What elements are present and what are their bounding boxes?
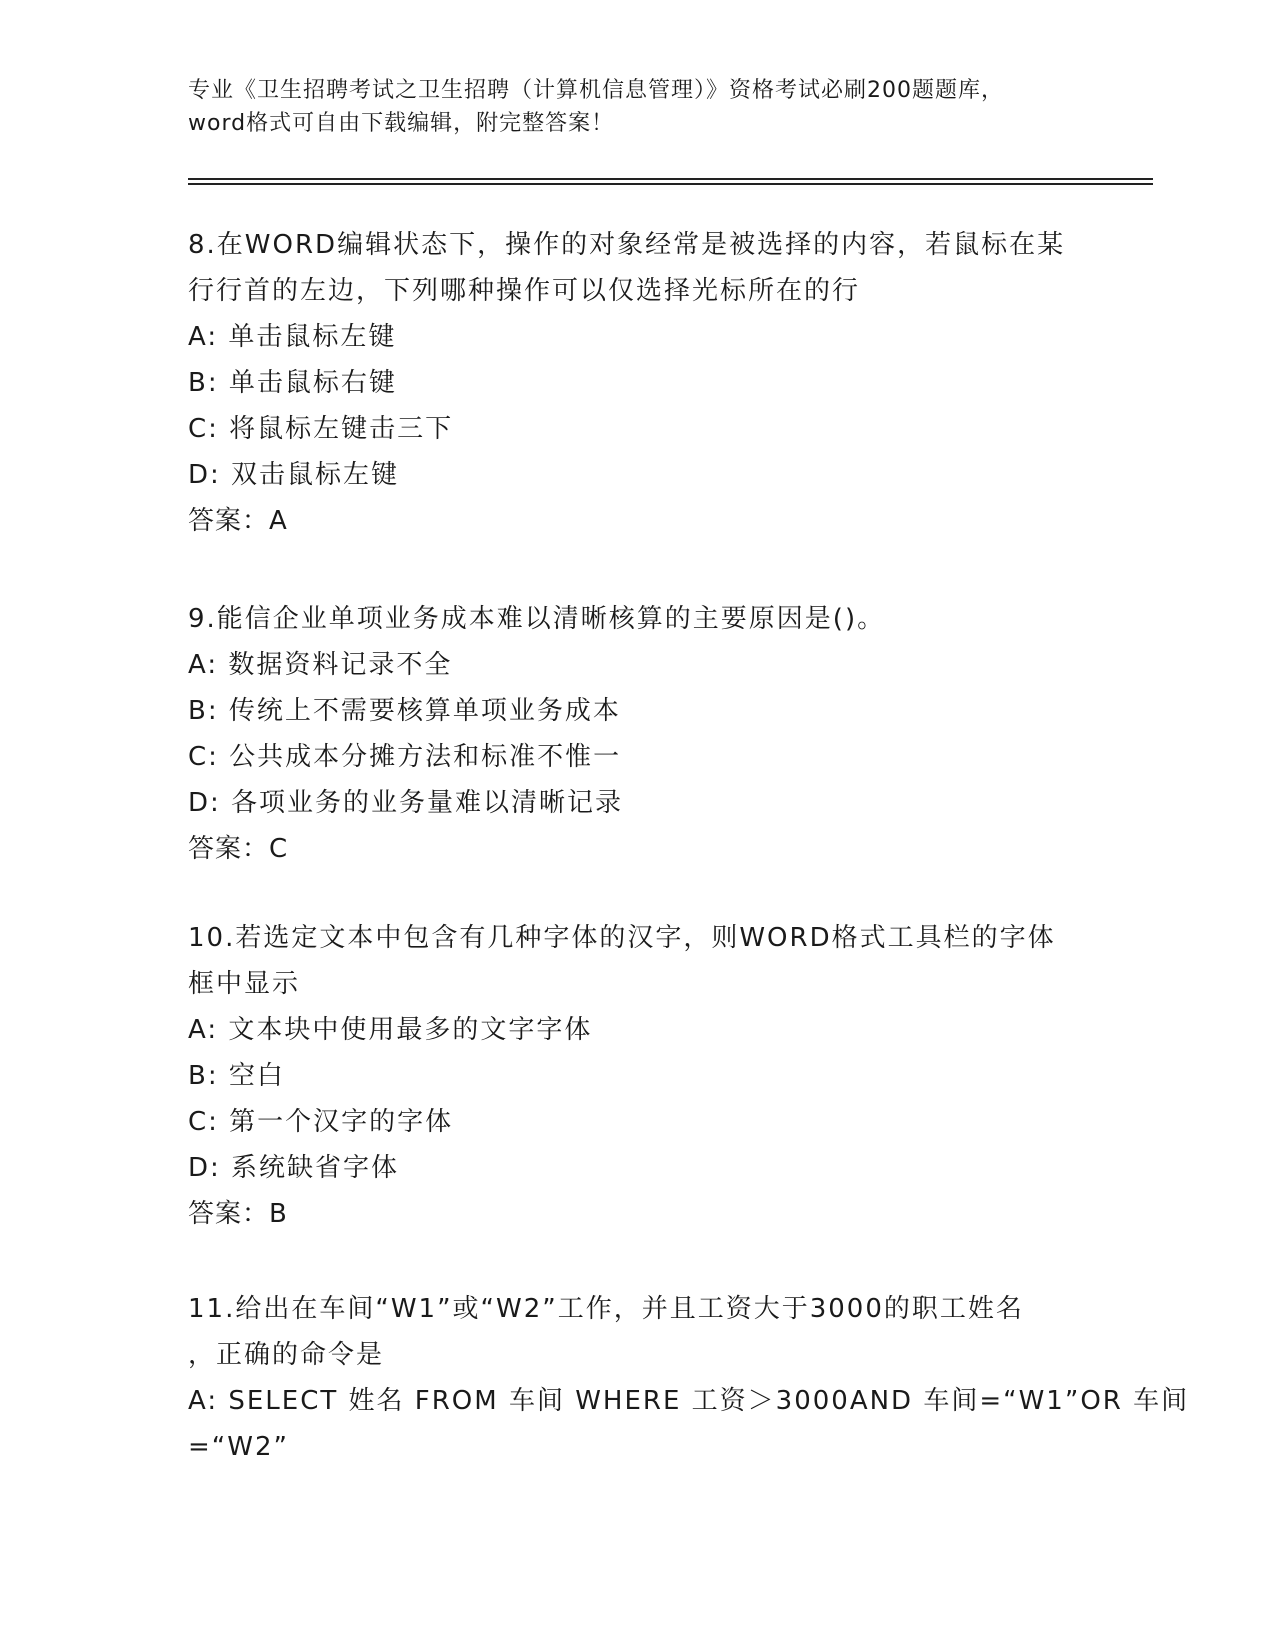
header-line-2: word格式可自由下载编辑，附完整答案！ [188, 111, 615, 136]
header-divider-bottom [188, 183, 1153, 185]
question-stem: 11.给出在车间“W1”或“W2”工作，并且工资大于3000的职工姓名 [188, 1294, 1024, 1324]
option-c: C: 第一个汉字的字体 [188, 1107, 454, 1137]
option-d: D: 各项业务的业务量难以清晰记录 [188, 788, 624, 818]
question-stem: 行行首的左边，下列哪种操作可以仅选择光标所在的行 [188, 276, 861, 306]
option-c: C: 将鼠标左键击三下 [188, 414, 454, 444]
question-stem: 9.能信企业单项业务成本难以清晰核算的主要原因是()。 [188, 604, 886, 634]
question-10 [188, 915, 1088, 1237]
option-a: A: 单击鼠标左键 [188, 322, 397, 352]
option-a: A: SELECT 姓名 FROM 车间 WHERE 工资＞3000AND 车间=“W1”OR 车间 [188, 1386, 1190, 1416]
question-8 [188, 222, 1088, 544]
answer: 答案：C [188, 834, 289, 864]
option-d: D: 系统缺省字体 [188, 1153, 400, 1183]
option-b: B: 单击鼠标右键 [188, 368, 397, 398]
question-9 [188, 596, 1088, 872]
answer: 答案：A [188, 506, 288, 536]
option-b: B: 传统上不需要核算单项业务成本 [188, 696, 621, 726]
option-a-continued: =“W2” [188, 1432, 289, 1462]
question-11 [188, 1286, 1190, 1470]
option-a: A: 文本块中使用最多的文字字体 [188, 1015, 593, 1045]
answer: 答案：B [188, 1199, 288, 1229]
header-divider-top [188, 178, 1153, 180]
option-d: D: 双击鼠标左键 [188, 460, 400, 490]
question-stem: ，正确的命令是 [188, 1340, 385, 1370]
question-stem: 10.若选定文本中包含有几种字体的汉字，则WORD格式工具栏的字体 [188, 923, 1056, 953]
question-stem: 框中显示 [188, 969, 301, 999]
option-a: A: 数据资料记录不全 [188, 650, 453, 680]
option-b: B: 空白 [188, 1061, 285, 1091]
document-header [188, 74, 1088, 140]
header-line-1: 专业《卫生招聘考试之卫生招聘（计算机信息管理）》资格考试必刷200题题库， [188, 78, 1004, 103]
question-stem: 8.在WORD编辑状态下，操作的对象经常是被选择的内容，若鼠标在某 [188, 230, 1066, 260]
option-c: C: 公共成本分摊方法和标准不惟一 [188, 742, 622, 772]
